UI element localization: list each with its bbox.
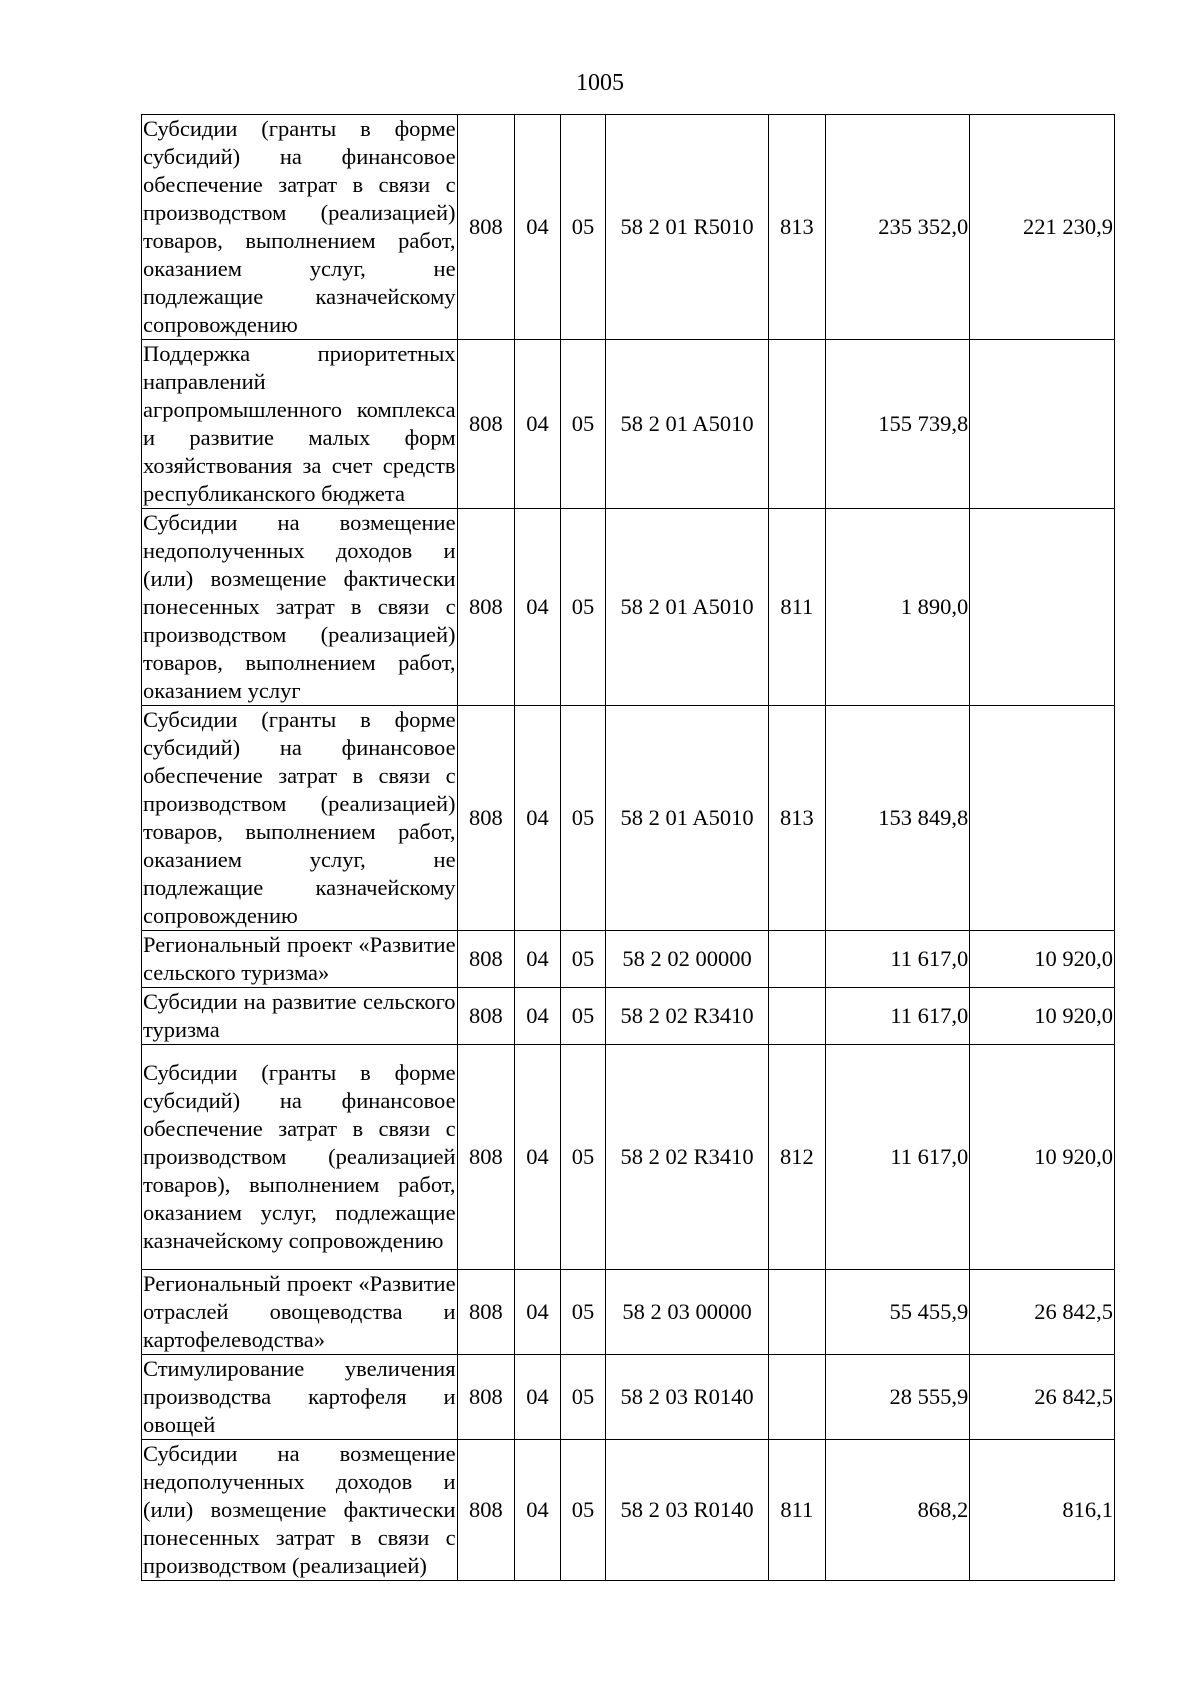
amount-2: 26 842,5 xyxy=(970,1270,1115,1355)
target-article-code: 58 2 01 A5010 xyxy=(606,706,769,931)
row-name: Субсидии на развитие сельского туризма xyxy=(142,988,458,1045)
amount-1: 11 617,0 xyxy=(825,931,970,988)
row-name: Региональный проект «Развитие отраслей овощеводства и картофелеводства» xyxy=(142,1270,458,1355)
subsection-code: 05 xyxy=(560,988,606,1045)
amount-2: 10 920,0 xyxy=(970,988,1115,1045)
amount-1: 55 455,9 xyxy=(825,1270,970,1355)
ministry-code: 808 xyxy=(457,115,515,340)
subsection-code: 05 xyxy=(560,706,606,931)
page-number: 1005 xyxy=(576,70,624,96)
table-row xyxy=(142,340,1115,509)
section-code: 04 xyxy=(515,1355,561,1440)
subsection-code: 05 xyxy=(560,509,606,706)
table-row xyxy=(142,931,1115,988)
subsection-code: 05 xyxy=(560,115,606,340)
amount-1: 153 849,8 xyxy=(825,706,970,931)
table-row xyxy=(142,1355,1115,1440)
amount-1: 868,2 xyxy=(825,1440,970,1581)
subsection-code: 05 xyxy=(560,340,606,509)
section-code: 04 xyxy=(515,1440,561,1581)
table-row xyxy=(142,1270,1115,1355)
section-code: 04 xyxy=(515,1045,561,1270)
section-code: 04 xyxy=(515,509,561,706)
amount-2: 10 920,0 xyxy=(970,931,1115,988)
expense-type-code: 812 xyxy=(769,1045,826,1270)
expense-type-code xyxy=(769,988,826,1045)
row-name: Субсидии на возмещение недополученных доходов и (или) возмещение фактически понесенных затрат в связи с производством (реализацией) xyxy=(142,1440,458,1581)
amount-2: 221 230,9 xyxy=(970,115,1115,340)
subsection-code: 05 xyxy=(560,1270,606,1355)
budget-table xyxy=(141,114,1115,1581)
target-article-code: 58 2 02 R3410 xyxy=(606,988,769,1045)
table-row xyxy=(142,115,1115,340)
amount-1: 155 739,8 xyxy=(825,340,970,509)
row-name: Субсидии (гранты в форме субсидий) на финансовое обеспечение затрат в связи с производством (реализацией) товаров, выполнением работ, оказанием услуг, не подлежащие казначейскому сопровождению xyxy=(142,115,458,340)
amount-1: 28 555,9 xyxy=(825,1355,970,1440)
ministry-code: 808 xyxy=(457,931,515,988)
section-code: 04 xyxy=(515,340,561,509)
amount-2 xyxy=(970,509,1115,706)
target-article-code: 58 2 01 A5010 xyxy=(606,509,769,706)
ministry-code: 808 xyxy=(457,1045,515,1270)
section-code: 04 xyxy=(515,706,561,931)
target-article-code: 58 2 03 00000 xyxy=(606,1270,769,1355)
amount-2 xyxy=(970,706,1115,931)
row-name: Стимулирование увеличения производства картофеля и овощей xyxy=(142,1355,458,1440)
target-article-code: 58 2 01 A5010 xyxy=(606,340,769,509)
table-row xyxy=(142,1440,1115,1581)
expense-type-code: 811 xyxy=(769,509,826,706)
section-code: 04 xyxy=(515,931,561,988)
expense-type-code xyxy=(769,1355,826,1440)
section-code: 04 xyxy=(515,115,561,340)
row-name: Региональный проект «Развитие сельского туризма» xyxy=(142,931,458,988)
amount-2 xyxy=(970,340,1115,509)
ministry-code: 808 xyxy=(457,1440,515,1581)
target-article-code: 58 2 02 00000 xyxy=(606,931,769,988)
expense-type-code xyxy=(769,931,826,988)
ministry-code: 808 xyxy=(457,509,515,706)
amount-1: 235 352,0 xyxy=(825,115,970,340)
amount-2: 816,1 xyxy=(970,1440,1115,1581)
ministry-code: 808 xyxy=(457,340,515,509)
table-row xyxy=(142,706,1115,931)
amount-1: 11 617,0 xyxy=(825,988,970,1045)
amount-2: 10 920,0 xyxy=(970,1045,1115,1270)
ministry-code: 808 xyxy=(457,1270,515,1355)
subsection-code: 05 xyxy=(560,1045,606,1270)
expense-type-code: 813 xyxy=(769,706,826,931)
table-row xyxy=(142,509,1115,706)
expense-type-code xyxy=(769,340,826,509)
amount-1: 1 890,0 xyxy=(825,509,970,706)
amount-1: 11 617,0 xyxy=(825,1045,970,1270)
ministry-code: 808 xyxy=(457,706,515,931)
subsection-code: 05 xyxy=(560,1355,606,1440)
expense-type-code xyxy=(769,1270,826,1355)
ministry-code: 808 xyxy=(457,988,515,1045)
expense-type-code: 811 xyxy=(769,1440,826,1581)
target-article-code: 58 2 02 R3410 xyxy=(606,1045,769,1270)
row-name: Поддержка приоритетных направлений агропромышленного комплекса и развитие малых форм хозяйствования за счет средств республиканского бюджета xyxy=(142,340,458,509)
section-code: 04 xyxy=(515,988,561,1045)
expense-type-code: 813 xyxy=(769,115,826,340)
table-row xyxy=(142,1045,1115,1270)
section-code: 04 xyxy=(515,1270,561,1355)
target-article-code: 58 2 03 R0140 xyxy=(606,1440,769,1581)
subsection-code: 05 xyxy=(560,1440,606,1581)
target-article-code: 58 2 03 R0140 xyxy=(606,1355,769,1440)
row-name: Субсидии на возмещение недополученных доходов и (или) возмещение фактически понесенных затрат в связи с производством (реализацией) товаров, выполнением работ, оказанием услуг xyxy=(142,509,458,706)
target-article-code: 58 2 01 R5010 xyxy=(606,115,769,340)
subsection-code: 05 xyxy=(560,931,606,988)
row-name: Субсидии (гранты в форме субсидий) на финансовое обеспечение затрат в связи с производством (реализацией товаров), выполнением работ, оказанием услуг, подлежащие казначейскому сопровождению xyxy=(142,1045,458,1270)
table-row xyxy=(142,988,1115,1045)
amount-2: 26 842,5 xyxy=(970,1355,1115,1440)
row-name: Субсидии (гранты в форме субсидий) на финансовое обеспечение затрат в связи с производством (реализацией) товаров, выполнением работ, оказанием услуг, не подлежащие казначейскому сопровождению xyxy=(142,706,458,931)
ministry-code: 808 xyxy=(457,1355,515,1440)
